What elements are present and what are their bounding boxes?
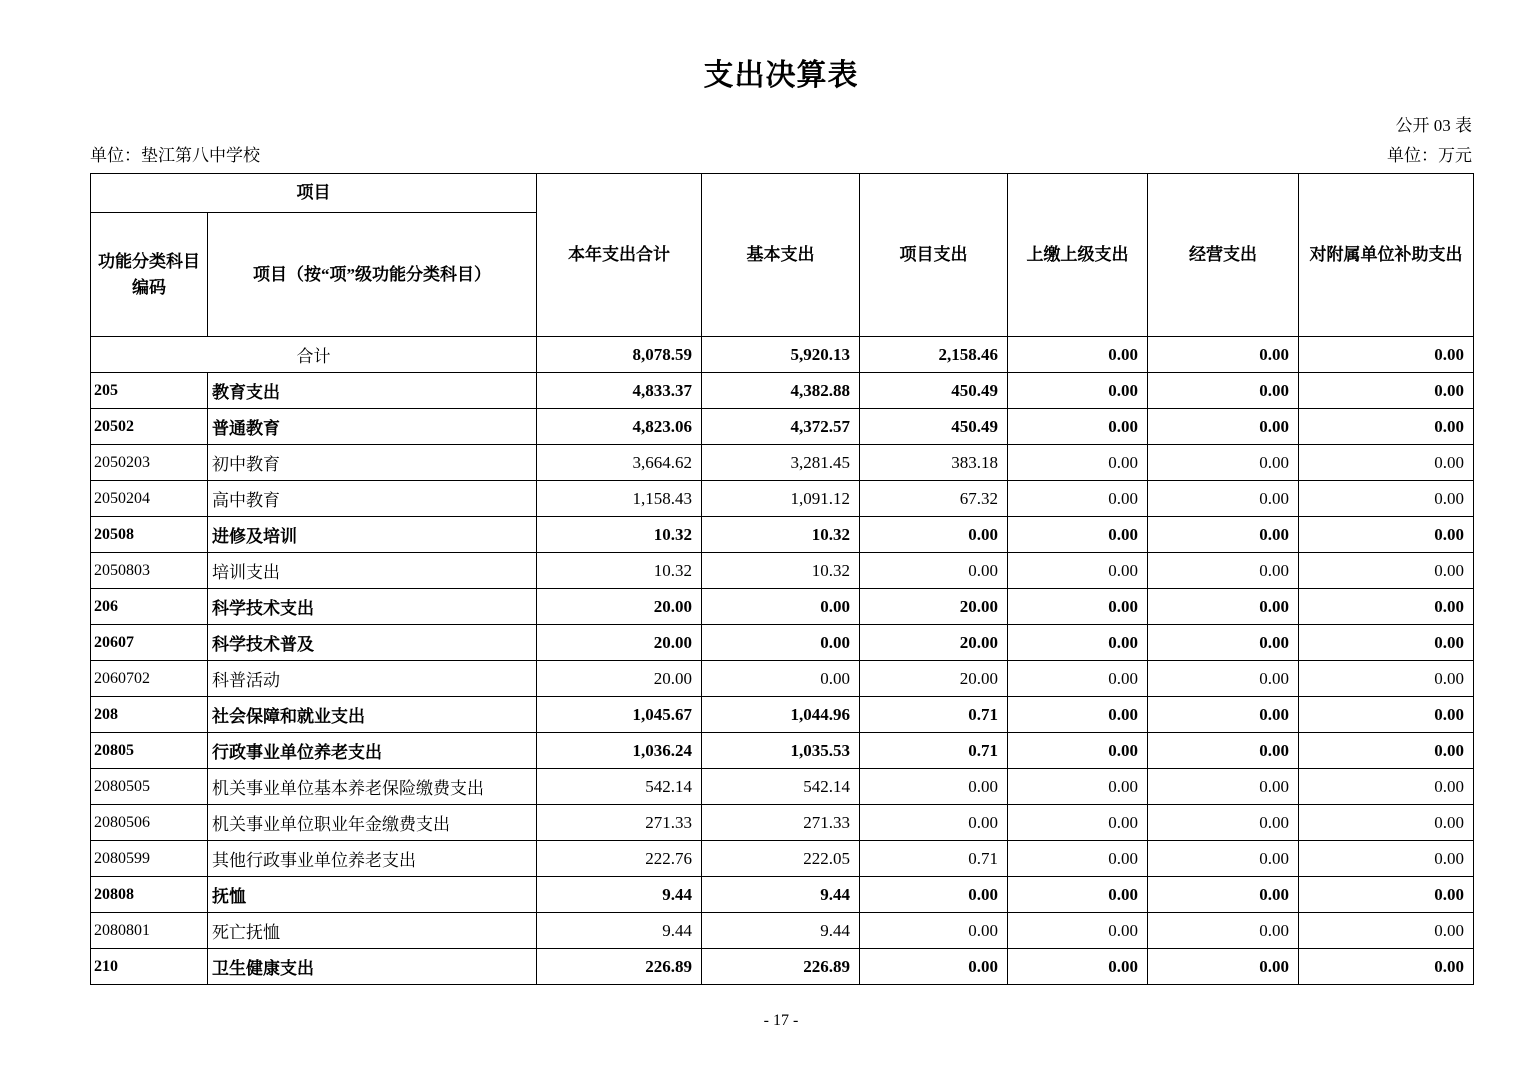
row-value: 3,281.45: [702, 445, 860, 481]
row-value: 226.89: [702, 949, 860, 985]
row-value: 0.00: [1148, 805, 1299, 841]
row-function-code: 205: [91, 373, 208, 409]
row-value: 0.71: [860, 841, 1008, 877]
row-value: 0.00: [1008, 733, 1148, 769]
row-value: 20.00: [860, 625, 1008, 661]
row-value: 0.00: [1148, 337, 1299, 373]
row-value: 0.00: [1148, 769, 1299, 805]
row-label: 高中教育: [208, 481, 537, 517]
row-value: 0.00: [1148, 733, 1299, 769]
row-function-code: 2050803: [91, 553, 208, 589]
row-value: 0.00: [1008, 841, 1148, 877]
row-value: 0.00: [860, 553, 1008, 589]
table-row: [91, 877, 1474, 913]
row-value: 0.00: [1008, 913, 1148, 949]
table-row: [91, 913, 1474, 949]
row-value: 0.71: [860, 697, 1008, 733]
row-value: 0.00: [1148, 913, 1299, 949]
table-row: [91, 481, 1474, 517]
unit-row: [90, 146, 1472, 166]
row-value: 0.00: [860, 949, 1008, 985]
row-value: 0.00: [1148, 661, 1299, 697]
row-function-code: 2050204: [91, 481, 208, 517]
row-value: 0.00: [1008, 805, 1148, 841]
row-value: 1,091.12: [702, 481, 860, 517]
table-row: [91, 517, 1474, 553]
row-function-code: 2080801: [91, 913, 208, 949]
row-value: 0.00: [860, 877, 1008, 913]
header-col-basic: 基本支出: [702, 174, 860, 337]
row-value: 450.49: [860, 409, 1008, 445]
table-row: [91, 841, 1474, 877]
row-label: 合计: [91, 337, 537, 373]
row-value: 0.00: [1008, 769, 1148, 805]
row-value: 0.71: [860, 733, 1008, 769]
expenditure-table: [90, 173, 1474, 985]
row-function-code: 2080599: [91, 841, 208, 877]
row-function-code: 2080506: [91, 805, 208, 841]
row-value: 0.00: [1148, 373, 1299, 409]
header-function-code: 功能分类科目编码: [91, 213, 208, 337]
row-value: 271.33: [537, 805, 702, 841]
row-value: 9.44: [537, 913, 702, 949]
row-function-code: 20607: [91, 625, 208, 661]
row-value: 0.00: [1299, 373, 1474, 409]
row-value: 542.14: [537, 769, 702, 805]
row-value: 0.00: [1148, 481, 1299, 517]
doc-label: 公开 03 表: [1395, 116, 1472, 135]
row-value: 0.00: [1299, 805, 1474, 841]
header-group-project: 项目: [91, 174, 537, 213]
row-value: 20.00: [860, 661, 1008, 697]
row-function-code: 206: [91, 589, 208, 625]
row-value: 0.00: [1299, 589, 1474, 625]
row-value: 0.00: [1299, 517, 1474, 553]
row-value: 4,382.88: [702, 373, 860, 409]
row-value: 9.44: [702, 913, 860, 949]
table-row: [91, 733, 1474, 769]
row-function-code: 20508: [91, 517, 208, 553]
row-function-code: 208: [91, 697, 208, 733]
row-value: 10.32: [537, 553, 702, 589]
table-row: [91, 373, 1474, 409]
row-value: 0.00: [860, 769, 1008, 805]
row-value: 0.00: [1299, 769, 1474, 805]
row-value: 3,664.62: [537, 445, 702, 481]
row-label: 科学技术普及: [208, 625, 537, 661]
row-value: 0.00: [1299, 877, 1474, 913]
row-value: 10.32: [537, 517, 702, 553]
row-value: 0.00: [1299, 697, 1474, 733]
row-value: 0.00: [1148, 625, 1299, 661]
header-col-operating: 经营支出: [1148, 174, 1299, 337]
row-value: 0.00: [1299, 949, 1474, 985]
row-function-code: 20805: [91, 733, 208, 769]
row-value: 0.00: [1148, 409, 1299, 445]
row-value: 0.00: [1299, 445, 1474, 481]
row-value: 0.00: [1148, 949, 1299, 985]
row-value: 0.00: [1008, 481, 1148, 517]
header-col-project: 项目支出: [860, 174, 1008, 337]
row-value: 0.00: [1008, 445, 1148, 481]
row-value: 450.49: [860, 373, 1008, 409]
row-value: 0.00: [1299, 409, 1474, 445]
row-value: 0.00: [1299, 913, 1474, 949]
row-function-code: 210: [91, 949, 208, 985]
row-value: 0.00: [1008, 877, 1148, 913]
row-value: 1,045.67: [537, 697, 702, 733]
row-label: 其他行政事业单位养老支出: [208, 841, 537, 877]
row-value: 0.00: [860, 517, 1008, 553]
row-value: 10.32: [702, 517, 860, 553]
row-value: 9.44: [702, 877, 860, 913]
row-value: 0.00: [1299, 553, 1474, 589]
row-value: 222.05: [702, 841, 860, 877]
row-value: 0.00: [1008, 589, 1148, 625]
row-label: 死亡抚恤: [208, 913, 537, 949]
table-row-total: [91, 337, 1474, 373]
row-value: 0.00: [860, 913, 1008, 949]
row-value: 0.00: [1008, 373, 1148, 409]
row-value: 0.00: [1008, 409, 1148, 445]
row-value: 1,036.24: [537, 733, 702, 769]
row-value: 0.00: [1008, 625, 1148, 661]
row-value: 4,833.37: [537, 373, 702, 409]
row-function-code: 20808: [91, 877, 208, 913]
unit-measure: 单位：万元: [1387, 146, 1472, 165]
table-row: [91, 661, 1474, 697]
row-value: 542.14: [702, 769, 860, 805]
row-function-code: 20502: [91, 409, 208, 445]
row-value: 271.33: [702, 805, 860, 841]
row-value: 0.00: [1008, 517, 1148, 553]
row-value: 0.00: [1299, 337, 1474, 373]
row-value: 222.76: [537, 841, 702, 877]
row-value: 20.00: [537, 589, 702, 625]
page-number: - 17 -: [763, 1012, 799, 1029]
table-row: [91, 625, 1474, 661]
row-value: 1,044.96: [702, 697, 860, 733]
row-value: 1,035.53: [702, 733, 860, 769]
unit-name: 单位：垫江第八中学校: [90, 146, 260, 165]
row-value: 2,158.46: [860, 337, 1008, 373]
row-value: 0.00: [702, 625, 860, 661]
row-function-code: 2050203: [91, 445, 208, 481]
row-value: 20.00: [860, 589, 1008, 625]
row-label: 机关事业单位职业年金缴费支出: [208, 805, 537, 841]
header-col-upper-level: 上缴上级支出: [1008, 174, 1148, 337]
row-value: 20.00: [537, 625, 702, 661]
row-value: 0.00: [1148, 841, 1299, 877]
row-label: 抚恤: [208, 877, 537, 913]
row-value: 5,920.13: [702, 337, 860, 373]
row-function-code: 2060702: [91, 661, 208, 697]
row-value: 10.32: [702, 553, 860, 589]
row-value: 0.00: [1299, 661, 1474, 697]
row-value: 1,158.43: [537, 481, 702, 517]
row-label: 初中教育: [208, 445, 537, 481]
row-label: 科普活动: [208, 661, 537, 697]
table-row: [91, 769, 1474, 805]
row-label: 行政事业单位养老支出: [208, 733, 537, 769]
table-row: [91, 949, 1474, 985]
row-label: 社会保障和就业支出: [208, 697, 537, 733]
row-label: 教育支出: [208, 373, 537, 409]
row-label: 普通教育: [208, 409, 537, 445]
row-value: 0.00: [1148, 697, 1299, 733]
row-label: 科学技术支出: [208, 589, 537, 625]
row-value: 0.00: [1008, 697, 1148, 733]
table-row: [91, 589, 1474, 625]
row-value: 0.00: [1299, 841, 1474, 877]
header-col-subsidy: 对附属单位补助支出: [1299, 174, 1474, 337]
row-label: 进修及培训: [208, 517, 537, 553]
table-row: [91, 553, 1474, 589]
header-row-group: [91, 174, 1474, 213]
row-value: 0.00: [1148, 553, 1299, 589]
table-row: [91, 409, 1474, 445]
row-label: 卫生健康支出: [208, 949, 537, 985]
row-value: 0.00: [1148, 589, 1299, 625]
row-value: 0.00: [1299, 481, 1474, 517]
row-value: 0.00: [860, 805, 1008, 841]
row-value: 0.00: [1148, 445, 1299, 481]
table-row: [91, 445, 1474, 481]
row-value: 9.44: [537, 877, 702, 913]
row-value: 0.00: [1008, 337, 1148, 373]
header-item-name: 项目（按“项”级功能分类科目）: [208, 213, 537, 337]
row-value: 67.32: [860, 481, 1008, 517]
row-value: 4,372.57: [702, 409, 860, 445]
table-row: [91, 805, 1474, 841]
row-value: 8,078.59: [537, 337, 702, 373]
row-value: 0.00: [1148, 517, 1299, 553]
row-value: 0.00: [1008, 553, 1148, 589]
page-title: 支出决算表: [703, 59, 859, 92]
row-value: 0.00: [1008, 949, 1148, 985]
row-label: 培训支出: [208, 553, 537, 589]
row-label: 机关事业单位基本养老保险缴费支出: [208, 769, 537, 805]
table-row: [91, 697, 1474, 733]
row-value: 0.00: [1299, 733, 1474, 769]
row-value: 20.00: [537, 661, 702, 697]
row-value: 0.00: [702, 661, 860, 697]
row-function-code: 2080505: [91, 769, 208, 805]
header-col-year-total: 本年支出合计: [537, 174, 702, 337]
row-value: 226.89: [537, 949, 702, 985]
row-value: 0.00: [1299, 625, 1474, 661]
row-value: 0.00: [1008, 661, 1148, 697]
table-body: [91, 337, 1474, 985]
row-value: 383.18: [860, 445, 1008, 481]
row-value: 4,823.06: [537, 409, 702, 445]
row-value: 0.00: [702, 589, 860, 625]
row-value: 0.00: [1148, 877, 1299, 913]
